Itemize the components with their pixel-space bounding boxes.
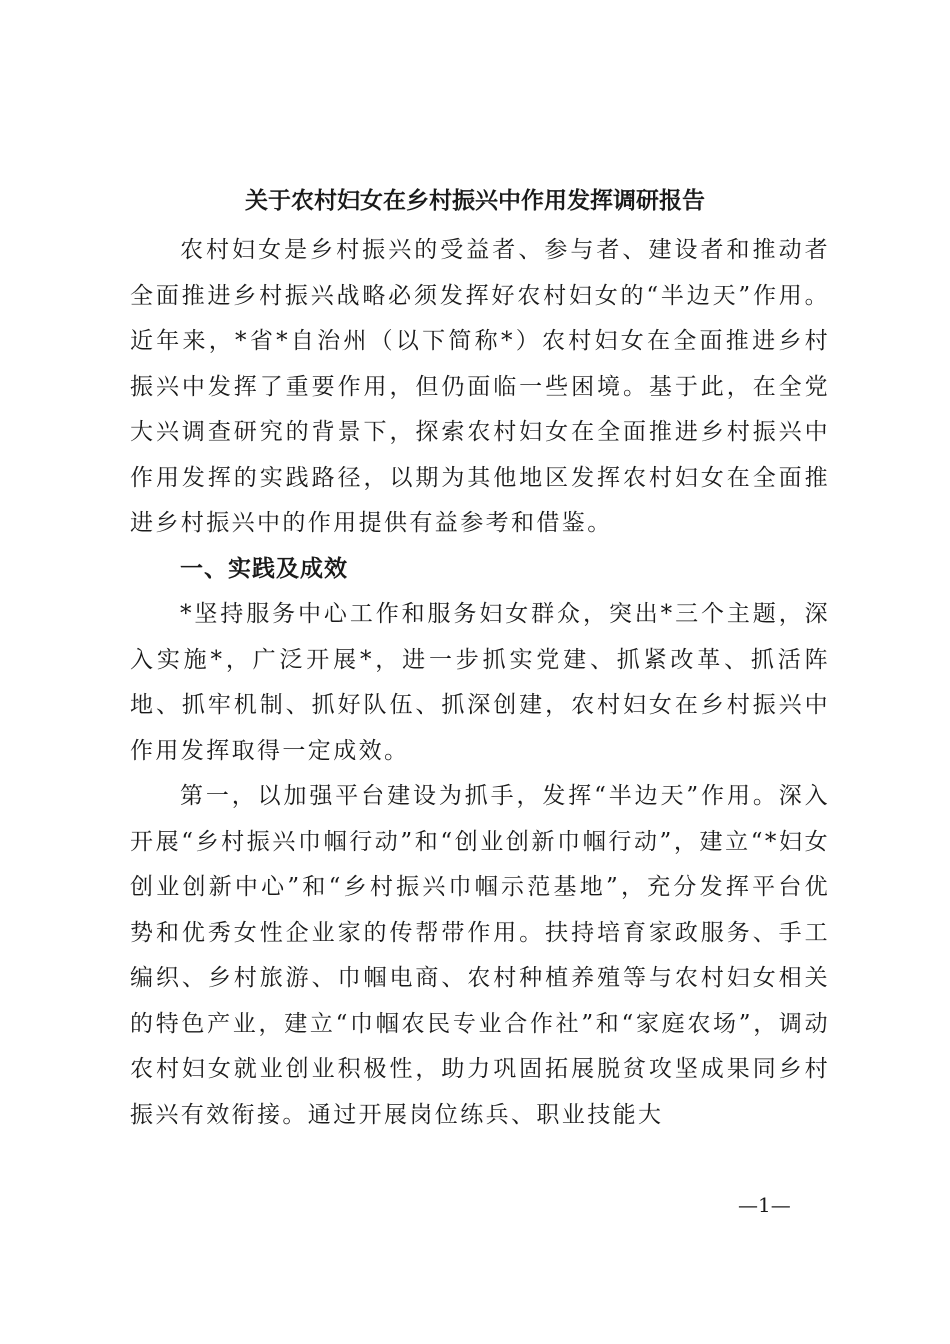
intro-paragraph: 农村妇女是乡村振兴的受益者、参与者、建设者和推动者全面推进乡村振兴战略必须发挥好农村妇女的“半边天”作用。近年来，*省*自治州（以下简称*）农村妇女在全面推进乡村振兴中发挥了重要作用，但仍面临一些困境。基于此，在全党大兴调查研究的背景下，探索农村妇女在全面推进乡村振兴中作用发挥的实践路径，以期为其他地区发挥农村妇女在全面推进乡村振兴中的作用提供有益参考和借鉴。 xyxy=(130,237,830,536)
section-heading: 一、实践及成效 xyxy=(180,555,348,582)
first-point-paragraph: 第一，以加强平台建设为抓手，发挥“半边天”作用。深入开展“乡村振兴巾帼行动”和“创业创新巾帼行动”，建立“*妇女创业创新中心”和“乡村振兴巾帼示范基地”，充分发挥平台优势和优秀女性企业家的传帮带作用。扶持培育家政服务、手工编织、乡村旅游、巾帼电商、农村种植养殖等与农村妇女相关的特色产业，建立“巾帼农民专业合作社”和“家庭农场”，调动农村妇女就业创业积极性，助力巩固拓展脱贫攻坚成果同乡村振兴有效衔接。通过开展岗位练兵、职业技能大 xyxy=(130,783,830,1128)
document-title: 关于农村妇女在乡村振兴中作用发挥调研报告 xyxy=(245,187,705,214)
document-body xyxy=(130,228,830,1138)
page-number: —1— xyxy=(738,1193,791,1217)
practice-paragraph: *坚持服务中心工作和服务妇女群众，突出*三个主题，深入实施*，广泛开展*，进一步抓实党建、抓紧改革、抓活阵地、抓牢机制、抓好队伍、抓深创建，农村妇女在乡村振兴中作用发挥取得一定成效。 xyxy=(130,601,830,764)
